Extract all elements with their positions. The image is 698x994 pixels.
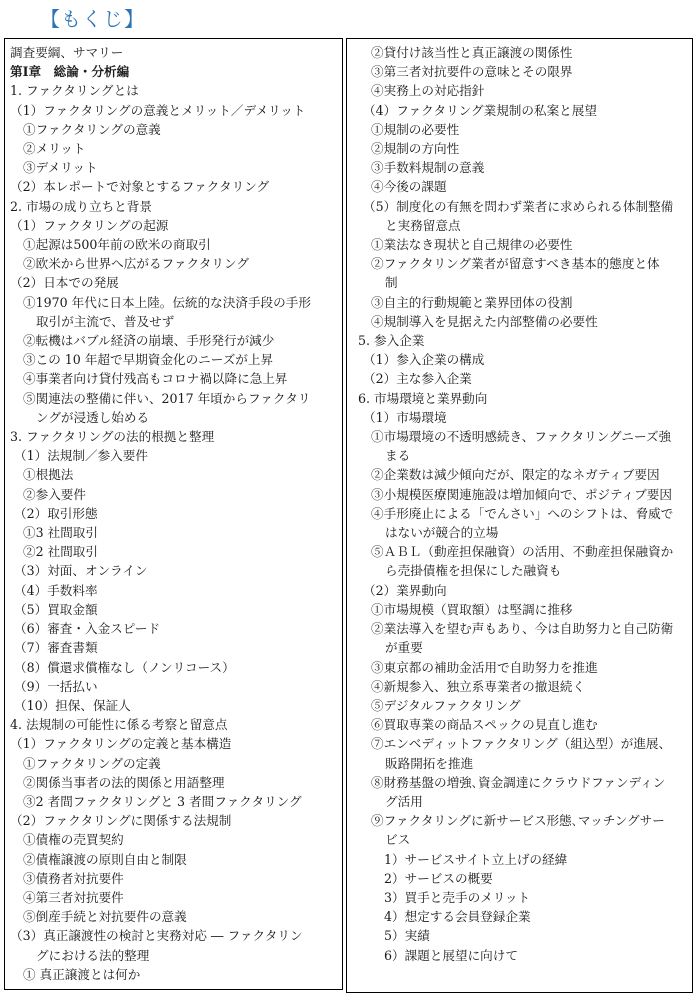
- toc-entry: ②債権譲渡の原則自由と制限: [23, 851, 187, 867]
- toc-entry: ②規制の方向性: [371, 141, 460, 157]
- toc-entry: （4）ファクタリング業規制の私案と展望: [363, 102, 597, 118]
- toc-entry: ⑤倒産手続と対抗要件の意義: [23, 909, 187, 925]
- toc-entry: ③債務者対抗要件: [23, 870, 124, 886]
- toc-entry: ①1970 年代に日本上陸。伝統的な決済手段の手形: [23, 294, 311, 310]
- toc-right-column: [346, 38, 693, 993]
- toc-entry: 1. ファクタリングとは: [10, 83, 139, 99]
- toc-entry: が重要: [385, 640, 423, 656]
- toc-entry: ②2 社間取引: [23, 544, 98, 560]
- toc-entry: ②欧米から世界へ広がるファクタリング: [23, 256, 249, 272]
- toc-entry: 4. 法規制の可能性に係る考察と留意点: [10, 717, 228, 733]
- toc-entry: ⑨ファクタリングに新サービス形態､マッチングサー: [371, 813, 665, 829]
- toc-entry: ④規制導入を見据えた内部整備の必要性: [371, 313, 598, 329]
- toc-entry: ③第三者対抗要件の意味とその限界: [371, 64, 573, 80]
- toc-entry: ④今後の課題: [371, 179, 447, 195]
- toc-entry: ⑤ＡＢＬ（動産担保融資）の活用、不動産担保融資か: [371, 544, 674, 560]
- toc-entry: ②転機はバブル経済の崩壊、手形発行が減少: [23, 333, 275, 349]
- toc-entry: ②貸付け該当性と真正譲渡の関係性: [371, 45, 573, 60]
- toc-entry: ①ファクタリングの意義: [23, 121, 161, 137]
- toc-entry: ④手形廃止による「でんさい」へのシフトは、脅威で: [371, 505, 674, 521]
- toc-entry: （1）法規制／参入要件: [14, 448, 148, 464]
- toc-left-column: [4, 38, 343, 990]
- toc-entry: （3）真正譲渡性の検討と実務対応 ― ファクタリン: [10, 928, 303, 944]
- toc-entry: ⑤関連法の整備に伴い、2017 年頃からファクタリ: [23, 390, 311, 406]
- toc-entry: （10）担保、保証人: [14, 697, 131, 713]
- toc-entry: ①起源は500年前の欧米の商取引: [23, 237, 211, 253]
- toc-entry: （1）ファクタリングの意義とメリット／デメリット: [10, 102, 306, 118]
- toc-entry: 6）課題と展望に向けて: [384, 947, 518, 963]
- toc-entry: ①ファクタリングの定義: [23, 755, 161, 771]
- toc-entry: 1）サービスサイト立上げの経緯: [384, 851, 568, 867]
- toc-entry: ④事業者向け貸付残高もコロナ禍以降に急上昇: [23, 371, 288, 387]
- toc-entry: （8）償還求償権なし（ノンリコース）: [14, 659, 235, 675]
- toc-entry: （1）ファクタリングの定義と基本構造: [10, 736, 232, 752]
- toc-entry: （2）主な参入企業: [363, 371, 472, 387]
- toc-entry: ングが浸透し始める: [36, 409, 150, 425]
- toc-entry: 販路開拓を推進: [385, 755, 474, 771]
- toc-entry: ① 真正譲渡とは何か: [23, 966, 141, 982]
- toc-entry: ③手数料規制の意義: [371, 160, 485, 176]
- toc-entry: ⑤デジタルファクタリング: [371, 697, 521, 713]
- toc-entry: 2. 市場の成り立ちと背景: [10, 198, 152, 214]
- toc-entry: 4）想定する会員登録企業: [384, 909, 531, 925]
- toc-entry: （6）審査・入金スピード: [14, 621, 161, 637]
- toc-entry: （1）市場環境: [363, 409, 447, 425]
- toc-entry: （2）日本での発展: [10, 275, 119, 291]
- toc-entry: ①3 社間取引: [23, 525, 98, 541]
- toc-entry: 3）買手と売手のメリット: [384, 889, 531, 905]
- chapter-heading: 第Ⅰ章 総論・分析編: [10, 64, 130, 80]
- toc-entry: （1）参入企業の構成: [363, 352, 485, 368]
- toc-entry: （2）ファクタリングに関係する法規制: [10, 813, 232, 829]
- toc-entry: グにおける法的整理: [36, 947, 150, 963]
- toc-entry: ビス: [385, 832, 411, 848]
- toc-entry: （1）ファクタリングの起源: [10, 217, 169, 233]
- toc-entry: ⑦エンベディットファクタリング（組込型）が進展、: [371, 736, 672, 752]
- toc-entry: 5）実績: [384, 928, 430, 944]
- toc-entry: ②ファクタリング業者が留意すべき基本的態度と体: [371, 256, 660, 272]
- toc-entry: （2）取引形態: [14, 505, 98, 521]
- toc-entry: （2）業界動向: [363, 582, 447, 598]
- toc-entry: ②関係当事者の法的関係と用語整理: [23, 774, 225, 790]
- toc-entry: 制: [385, 275, 398, 291]
- toc-entry: ③自主的行動規範と業界団体の役割: [371, 294, 573, 310]
- toc-entry: （4）手数料率: [14, 582, 98, 598]
- toc-entry: （7）審査書類: [14, 640, 98, 656]
- toc-entry: ①規制の必要性: [371, 121, 460, 137]
- toc-entry: 6. 市場環境と業界動向: [358, 390, 488, 406]
- toc-entry: ①市場環境の不透明感続き、ファクタリングニーズ強: [371, 429, 672, 445]
- toc-entry: ④新規参入、独立系専業者の撤退続く: [371, 678, 586, 694]
- toc-entry: ②参入要件: [23, 486, 86, 502]
- toc-entry: ⑥買取専業の商品スペックの見直し進む: [371, 717, 598, 733]
- toc-entry: ③小規模医療関連施設は増加傾向で、ポジティブ要因: [371, 486, 672, 502]
- toc-entry: はないが競合的立場: [385, 525, 499, 541]
- toc-entry: ①業法なき現状と自己規律の必要性: [371, 237, 573, 253]
- toc-entry: グ活用: [385, 793, 423, 809]
- toc-entry: ④第三者対抗要件: [23, 889, 124, 905]
- toc-entry: まる: [385, 448, 411, 464]
- toc-entry: ②企業数は減少傾向だが、限定的なネガティブ要因: [371, 467, 660, 483]
- toc-entry: 2）サービスの概要: [384, 870, 493, 886]
- toc-entry: ①債権の売買契約: [23, 832, 124, 848]
- toc-entry: （9）一括払い: [14, 678, 98, 694]
- toc-entry: ②業法導入を望む声もあり、今は自助努力と自己防衛: [371, 621, 674, 637]
- toc-entry: （3）対面、オンライン: [14, 563, 148, 579]
- toc-entry: 取引が主流で、普及せず: [36, 313, 175, 329]
- toc-entry: （5）制度化の有無を問わず業者に求められる体制整備: [363, 198, 674, 214]
- toc-entry: （5）買取金額: [14, 601, 98, 617]
- toc-entry: 3. ファクタリングの法的根拠と整理: [10, 429, 215, 445]
- toc-entry: ら売掛債権を担保にした融資も: [385, 563, 562, 579]
- page-title: 【もくじ】: [40, 7, 145, 31]
- toc-entry: ③デメリット: [23, 160, 98, 176]
- toc-entry: ③東京都の補助金活用で自助努力を推進: [371, 659, 598, 675]
- toc-entry: ③この 10 年超で早期資金化のニーズが上昇: [23, 352, 274, 368]
- toc-entry: 調査要綱、サマリー: [10, 45, 124, 60]
- toc-entry: ④実務上の対応指針: [371, 83, 485, 99]
- toc-entry: ②メリット: [23, 141, 86, 157]
- toc-entry: （2）本レポートで対象とするファクタリング: [10, 179, 270, 195]
- toc-entry: ③2 者間ファクタリングと 3 者間ファクタリング: [23, 793, 302, 809]
- toc-entry: ⑧財務基盤の増強､資金調達にクラウドファンディン: [371, 774, 666, 790]
- toc-entry: ①市場規模（買取額）は堅調に推移: [371, 601, 573, 617]
- toc-entry: 5. 参入企業: [358, 333, 425, 349]
- toc-entry: ①根拠法: [23, 467, 74, 483]
- toc-entry: と実務留意点: [385, 217, 461, 233]
